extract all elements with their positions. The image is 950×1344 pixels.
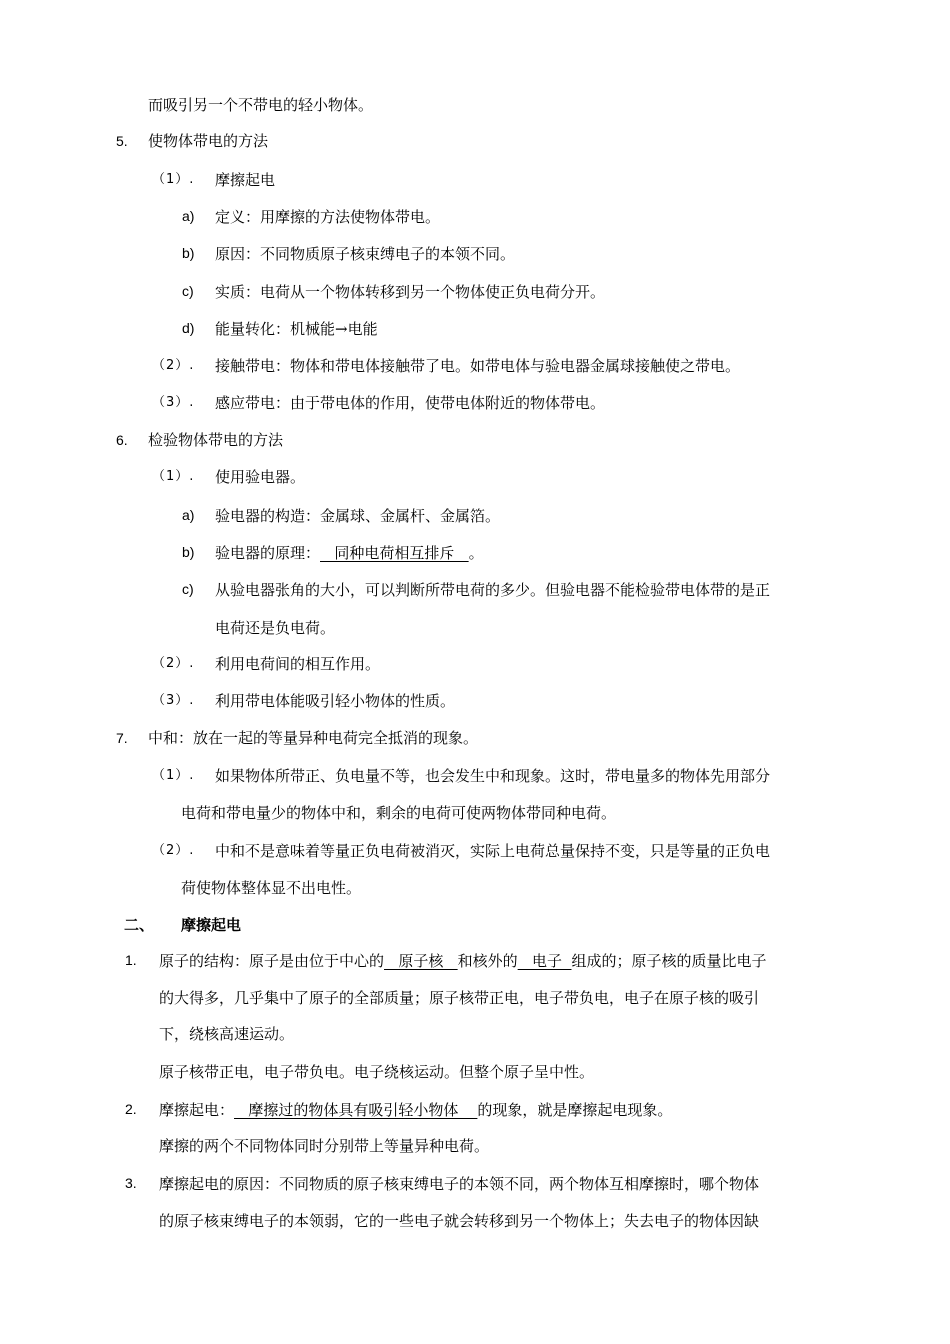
item-letter: a) <box>182 507 195 523</box>
item-letter: d) <box>182 320 195 336</box>
text-line: 原因：不同物质原子核束缚电子的本领不同。 <box>215 245 516 263</box>
list-number: 3. <box>125 1175 137 1191</box>
text-segment: 摩擦起电： <box>159 1101 235 1119</box>
text-line: 利用带电体能吸引轻小物体的性质。 <box>215 692 456 710</box>
fill-blank: 原子核 <box>384 952 458 970</box>
text-line <box>159 1100 672 1120</box>
text-segment: 原子的结构：原子是由位于中心的 <box>159 952 385 970</box>
text-line: 从验电器张角的大小，可以判断所带电荷的多少。但验电器不能检验带电体带的是正 <box>215 581 771 599</box>
text-line: 摩擦的两个不同物体同时分别带上等量异种电荷。 <box>159 1137 490 1155</box>
item-letter: b) <box>182 245 195 261</box>
item-letter: a) <box>182 208 195 224</box>
sub-number: （2）. <box>152 843 195 858</box>
text-line: 电荷还是负电荷。 <box>215 619 336 637</box>
list-number: 6. <box>116 432 128 448</box>
text-line: 感应带电：由于带电体的作用，使带电体附近的物体带电。 <box>215 394 606 412</box>
text-segment: 的现象，就是摩擦起电现象。 <box>477 1101 673 1119</box>
list-number: 2. <box>125 1101 137 1117</box>
fill-blank: 同种电荷相互排斥 <box>320 544 469 562</box>
text-line: 而吸引另一个不带电的轻小物体。 <box>148 96 374 114</box>
sub-number: （3）. <box>152 395 195 410</box>
chapter-number: 二、 <box>124 916 155 934</box>
text-segment: 和核外的 <box>457 952 518 970</box>
text-segment: 。 <box>468 544 484 562</box>
section-heading: 检验物体带电的方法 <box>148 431 284 449</box>
sub-number: （2）. <box>152 656 195 671</box>
item-letter: c) <box>182 581 194 597</box>
chapter-heading: 摩擦起电 <box>181 916 242 934</box>
fill-blank: 电子 <box>517 952 572 970</box>
sub-number: （1）. <box>152 172 195 187</box>
sub-number: （2）. <box>152 358 195 373</box>
text-line: 的大得多，几乎集中了原子的全部质量；原子核带正电，电子带负电，电子在原子核的吸引 <box>159 989 760 1007</box>
text-line: 实质：电荷从一个物体转移到另一个物体使正负电荷分开。 <box>215 283 606 301</box>
text-line: 摩擦起电的原因：不同物质的原子核束缚电子的本领不同，两个物体互相摩擦时，哪个物体 <box>159 1175 760 1193</box>
text-line: 的原子核束缚电子的本领弱，它的一些电子就会转移到另一个物体上；失去电子的物体因缺 <box>159 1212 760 1230</box>
text-line: 利用电荷间的相互作用。 <box>215 655 381 673</box>
text-line <box>215 543 484 563</box>
text-line: 中和不是意味着等量正负电荷被消灭，实际上电荷总量保持不变，只是等量的正负电 <box>215 842 771 860</box>
text-line: 能量转化：机械能→电能 <box>215 320 378 338</box>
list-number: 1. <box>125 952 137 968</box>
text-line: 电荷和带电量少的物体中和，剩余的电荷可使两物体带同种电荷。 <box>181 804 617 822</box>
list-number: 5. <box>116 133 128 149</box>
text-line <box>159 951 767 971</box>
text-segment: 验电器的原理： <box>215 544 321 562</box>
fill-blank: 摩擦过的物体具有吸引轻小物体 <box>234 1101 478 1119</box>
text-line: 接触带电：物体和带电体接触带了电。如带电体与验电器金属球接触使之带电。 <box>215 357 741 375</box>
sub-number: （1）. <box>152 768 195 783</box>
text-line: 荷使物体整体显不出电性。 <box>181 879 362 897</box>
text-segment: 组成的；原子核的质量比电子 <box>571 952 767 970</box>
list-number: 7. <box>116 730 128 746</box>
text-line: 使用验电器。 <box>215 468 306 486</box>
item-letter: c) <box>182 283 194 299</box>
section-heading: 中和：放在一起的等量异种电荷完全抵消的现象。 <box>148 729 479 747</box>
sub-number: （3）. <box>152 693 195 708</box>
text-line: 下，绕核高速运动。 <box>159 1025 295 1043</box>
text-line: 定义：用摩擦的方法使物体带电。 <box>215 208 441 226</box>
text-line: 摩擦起电 <box>215 171 276 189</box>
section-heading: 使物体带电的方法 <box>148 132 269 150</box>
item-letter: b) <box>182 544 195 560</box>
sub-number: （1）. <box>152 469 195 484</box>
text-line: 如果物体所带正、负电量不等，也会发生中和现象。这时，带电量多的物体先用部分 <box>215 767 771 785</box>
text-line: 验电器的构造：金属球、金属杆、金属箔。 <box>215 507 501 525</box>
text-line: 原子核带正电，电子带负电。电子绕核运动。但整个原子呈中性。 <box>159 1063 595 1081</box>
